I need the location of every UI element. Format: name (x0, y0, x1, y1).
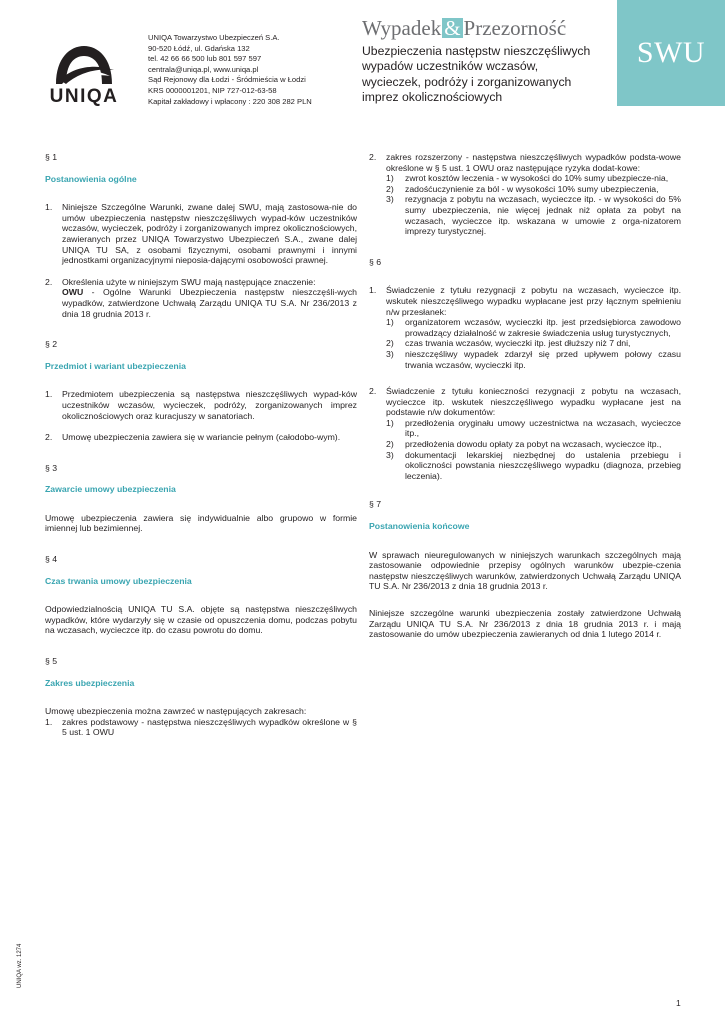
paragraph-number: § 2 (45, 339, 58, 350)
item-number: 2. (369, 386, 377, 397)
sub-item (386, 184, 681, 195)
list-item (45, 432, 357, 443)
item-text: Niniejsze Szczególne Warunki, zwane dalej SWU, mają zastosowa-nie do umów ubezpieczenia następstw nieszczęśliwych wypad-ków uczestników wczasów, wycieczek, podróży i zorganizowanych imprez okolicznościowych, zawieranych przez UNIQA Towarzystwo Ubezpieczeń S.A., zwane dalej UNIQA TU SA, z osobami fizycznymi, osobami prawnymi i innymi jednostkami organizacyjnymi nieposia-dającymi osobowości prawnej. (62, 202, 357, 266)
left-column (45, 152, 357, 749)
sub-item (386, 317, 681, 338)
section-title: Przedmiot i wariant ubezpieczenia (45, 360, 186, 371)
section-title: Czas trwania umowy ubezpieczenia (45, 575, 192, 586)
list-item (45, 202, 357, 266)
item-definition: - Ogólne Warunki Ubezpieczenia następstw nieszczęśli-wych wypadków, zatwierdzone Uchwałą Zarządu UNIQA TU S.A. Nr 236/2013 z dnia 18 grudnia 2013 r. (62, 287, 357, 319)
page-number: 1 (676, 998, 681, 1008)
sub-item (386, 194, 681, 236)
uniqa-logo (40, 40, 128, 110)
sub-item (386, 418, 681, 439)
item-number: 1. (45, 389, 53, 400)
subtitle-line: wypadów uczestników wczasów, (362, 59, 539, 74)
paragraph-number: § 1 (45, 152, 58, 162)
item-number: 2. (45, 276, 53, 287)
list-item (369, 285, 681, 370)
item-term: OWU (62, 287, 84, 298)
company-line: 90-520 Łódź, ul. Gdańska 132 (148, 43, 250, 53)
paragraph-number: § 5 (45, 656, 58, 667)
sub-item (386, 450, 681, 482)
item-text: Przedmiotem ubezpieczenia są następstwa nieszczęśliwych wypad-ków uczestników wczasów, wycieczek, podróży, zorganizowanych imprez okolicznościowych oraz kuracjuszy w sanatoriach. (62, 389, 357, 421)
sub-list (386, 418, 681, 482)
subtitle-line: Ubezpieczenia następstw nieszczęśliwych (362, 44, 591, 58)
brand-right: Przezorność (463, 16, 567, 40)
sub-number: 2) (386, 183, 394, 194)
sub-text: dokumentacji lekarskiej niezbędnej do ustalenia przebiegu i okoliczności powstania nieszczęśliwego wypadku (diagnoza, przebieg leczenia). (405, 449, 681, 481)
company-line: KRS 0000001201, NIP 727-012-63-58 (148, 85, 277, 95)
section-title: Zawarcie umowy ubezpieczenia (45, 484, 176, 495)
section-text: Umowę ubezpieczenia można zawrzeć w następujących zakresach: (45, 706, 307, 717)
product-brand (362, 16, 566, 41)
company-line: Kapitał zakładowy i wpłacony : 220 308 282 PLN (148, 96, 312, 106)
section-title: Postanowienia ogólne (45, 173, 137, 184)
item-text: Umowę ubezpieczenia zawiera się w wariancie pełnym (całodobo-wym). (62, 432, 341, 443)
list-item (45, 389, 357, 421)
list-item (45, 717, 357, 738)
section-text: Odpowiedzialnością UNIQA TU S.A. objęte są następstwa nieszczęśliwych wypadków, które wydarzyły się w czasie od opuszczenia domu, podczas pobytu na wczasach, wycieczce itp. do czasu powrotu do domu. (45, 604, 357, 636)
item-text: zakres podstawowy - następstwa nieszczęśliwych wypadków określone w § 5 ust. 1 OWU (62, 716, 357, 738)
sub-number: 3) (386, 348, 394, 359)
right-column (369, 152, 681, 651)
sub-number: 3) (386, 449, 394, 460)
item-text: Świadczenie z tytułu rezygnacji z pobytu na wczasach, wycieczce itp. wskutek nieszczęśliwego wypadku wypłacane jest przy łącznym spełnieniu n/w przesłanek: (386, 285, 681, 317)
sub-text: nieszczęśliwy wypadek zdarzył się przed upływem połowy czasu trwania wczasów, wycieczki itp. (405, 348, 681, 370)
sub-item (386, 439, 681, 450)
list-item (369, 386, 681, 481)
document-subtitle (362, 44, 612, 106)
sub-text: rezygnacja z pobytu na wczasach, wycieczce itp. - w wysokości do 5% sumy ubezpieczenia, nie więcej jednak niż opłata za pobyt na wczasach, wycieczce itp. wskazana w umowie z orga-nizatorem imprezy turystycznej. (405, 194, 681, 237)
item-number: 1. (369, 285, 377, 296)
company-line: Sąd Rejonowy dla Łodzi - Śródmieścia w Łodzi (148, 75, 306, 85)
paragraph-number: § 7 (369, 499, 382, 510)
brand-ampersand: & (444, 16, 461, 40)
sub-text: przedłożenia oryginału umowy uczestnictwa na wczasach, wycieczce itp., (405, 417, 681, 439)
item-number: 2. (45, 432, 53, 443)
form-code: UNIQA wz. 1274 (17, 943, 23, 988)
sub-item (386, 173, 681, 184)
item-number: 1. (45, 716, 53, 727)
list-item (45, 277, 357, 319)
section-text: Niniejsze szczególne warunki ubezpieczenia zostały zatwierdzone Uchwałą Zarządu UNIQA TU S.A. Nr 236/2013 z dnia 18 grudnia 2013 r. i mają zastosowanie do umów ubezpieczenia zawieranych od dnia 1 lutego 2014 r. (369, 608, 681, 640)
sub-number: 1) (386, 317, 394, 328)
sub-number: 1) (386, 173, 394, 184)
sub-number: 2) (386, 439, 394, 450)
logo-wordmark: UNIQA (49, 86, 119, 107)
company-line: centrala@uniqa.pl, www.uniqa.pl (148, 64, 259, 74)
item-text: zakres rozszerzony - następstwa nieszczęśliwych wypadków podsta-wowe określone w § 5 ust. 1 OWU oraz następujące ryzyka dodat-kowe: (386, 152, 681, 173)
company-line: tel. 42 66 66 500 lub 801 597 597 (148, 54, 262, 64)
sub-list (386, 173, 681, 237)
sub-text: przedłożenia dowodu opłaty za pobyt na wczasach, wycieczce itp., (405, 439, 662, 450)
paragraph-number: § 4 (45, 554, 58, 565)
brand-left: Wypadek (362, 16, 442, 40)
sub-item (386, 338, 681, 349)
item-text: Świadczenie z tytułu konieczności rezygnacji z pobytu na wczasach, wycieczce itp. wskutek nieszczęśliwego wypadku wypłacane jest na podstawie n/w dokumentów: (386, 386, 681, 418)
section-title: Postanowienia końcowe (369, 521, 470, 532)
section-title: Zakres ubezpieczenia (45, 677, 135, 688)
list-item (369, 152, 681, 237)
swu-badge (617, 0, 725, 106)
sub-list (386, 317, 681, 370)
sub-number: 1) (386, 417, 394, 428)
sub-number: 2) (386, 338, 394, 349)
swu-code: SWU (636, 36, 706, 69)
company-info (148, 33, 312, 107)
sub-number: 3) (386, 194, 394, 205)
item-text: Określenia użyte w niniejszym SWU mają następujące znaczenie: (62, 276, 316, 287)
item-number: 2. (369, 152, 377, 162)
sub-text: organizatorem wczasów, wycieczki itp. jest przedsiębiorca zawodowo prowadzący działalność w zakresie świadczenia usług turystycznych, (405, 317, 681, 338)
sub-text: zwrot kosztów leczenia - w wysokości do 10% sumy ubezpiecze-nia, (405, 173, 669, 184)
paragraph-number: § 3 (45, 462, 58, 473)
section-text: W sprawach nieuregulowanych w niniejszych warunkach szczególnych mają zastosowanie odpowiednie przepisy ogólnych warunków ubezpie-czenia następstw nieszczęśliwych warunków, zatwierdzonych Uchwałą Zarządu UNIQA TU S.A. Nr 236/2013 z dnia 18 grudnia 2013 r. (369, 549, 681, 592)
sub-item (386, 349, 681, 370)
paragraph-number: § 6 (369, 256, 382, 267)
sub-text: zadośćuczynienie za ból - w wysokości 10% sumy ubezpieczenia, (405, 183, 659, 194)
subtitle-line: wycieczek, podróży i zorganizowanych (362, 74, 572, 89)
section-text: Umowę ubezpieczenia zawiera się indywidualnie albo grupowo w formie imiennej lub bezimiennej. (45, 512, 357, 534)
company-line: UNIQA Towarzystwo Ubezpieczeń S.A. (148, 33, 280, 42)
uniqa-emblem-icon (40, 40, 128, 86)
sub-text: czas trwania wczasów, wycieczki itp. jest dłuższy niż 7 dni, (405, 338, 631, 349)
item-number: 1. (45, 202, 53, 213)
subtitle-line: imprez okolicznościowych (362, 90, 503, 105)
